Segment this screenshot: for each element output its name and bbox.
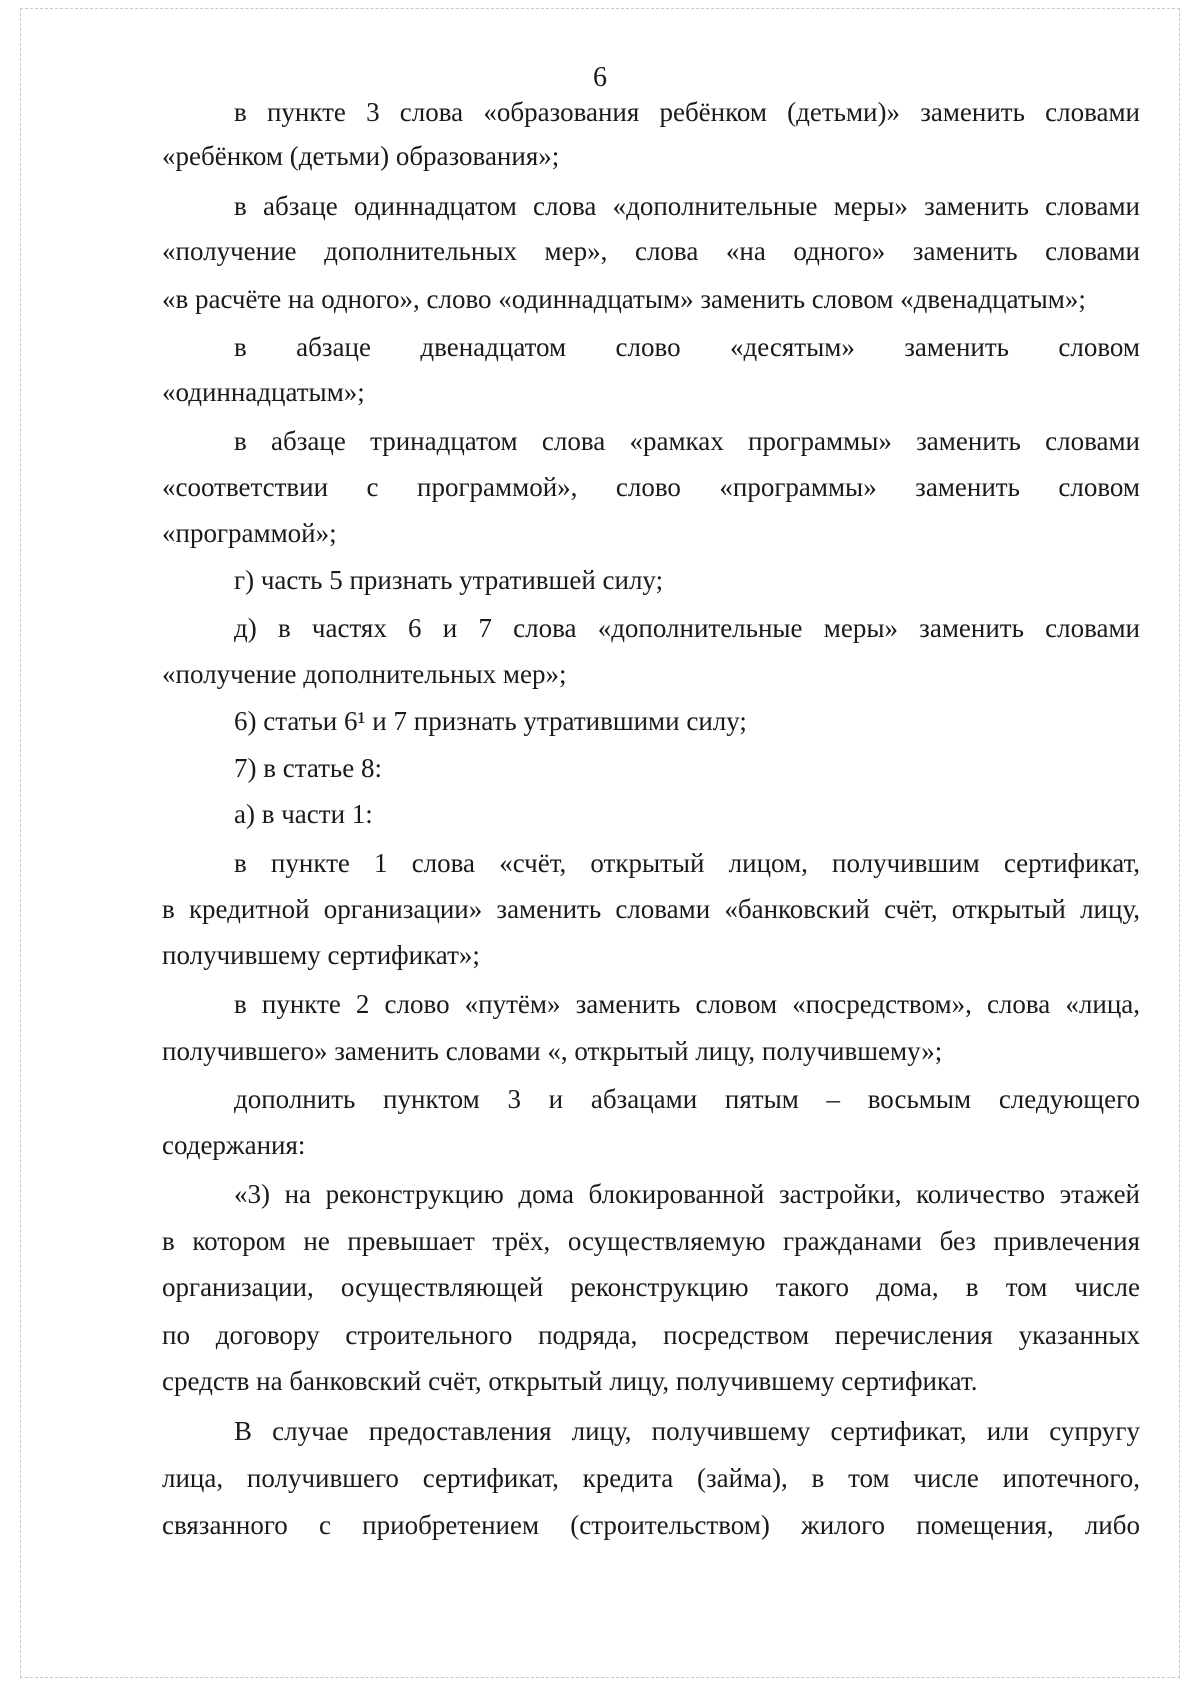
paragraph-13-line: организации, осуществляющей реконструкцию такого дома, в том числе (162, 1272, 1140, 1302)
paragraph-2-line: «в расчёте на одного», слово «одиннадцатым» заменить словом «двенадцатым»; (162, 284, 1086, 314)
paragraph-10-line: получившему сертификат»; (162, 940, 480, 970)
paragraph-9-line: а) в части 1: (234, 799, 373, 829)
paragraph-14-line: В случае предоставления лицу, получившему сертификат, или супругу (234, 1416, 1140, 1446)
paragraph-13-line: по договору строительного подряда, посредством перечисления указанных (162, 1320, 1140, 1350)
paragraph-1-line: в пункте 3 слова «образования ребёнком (детьми)» заменить словами (234, 97, 1140, 127)
paragraph-4-line: «соответствии с программой», слово «программы» заменить словом (162, 472, 1140, 502)
paragraph-11-line: в пункте 2 слово «путём» заменить словом «посредством», слова «лица, (234, 989, 1140, 1019)
paragraph-6-line: д) в частях 6 и 7 слова «дополнительные меры» заменить словами (234, 613, 1140, 643)
paragraph-13-line: в котором не превышает трёх, осуществляемую гражданами без привлечения (162, 1226, 1140, 1256)
paragraph-2-line: «получение дополнительных мер», слова «на одного» заменить словами (162, 236, 1140, 266)
paragraph-12-line: дополнить пунктом 3 и абзацами пятым – восьмым следующего (234, 1084, 1140, 1114)
paragraph-10-line: в кредитной организации» заменить словами «банковский счёт, открытый лицу, (162, 894, 1140, 924)
paragraph-14-line: лица, получившего сертификат, кредита (займа), в том числе ипотечного, (162, 1463, 1140, 1493)
paragraph-1-line: «ребёнком (детьми) образования»; (162, 141, 560, 171)
paragraph-2-line: в абзаце одиннадцатом слова «дополнительные меры» заменить словами (234, 191, 1140, 221)
paragraph-4-line: в абзаце тринадцатом слова «рамках программы» заменить словами (234, 426, 1140, 456)
paragraph-10-line: в пункте 1 слова «счёт, открытый лицом, получившим сертификат, (234, 848, 1140, 878)
paragraph-14-line: связанного с приобретением (строительством) жилого помещения, либо (162, 1510, 1140, 1540)
paragraph-8-line: 7) в статье 8: (234, 753, 382, 783)
paragraph-13-line: средств на банковский счёт, открытый лицу, получившему сертификат. (162, 1366, 978, 1396)
paragraph-12-line: содержания: (162, 1130, 306, 1160)
paragraph-13-line: «3) на реконструкцию дома блокированной застройки, количество этажей (234, 1179, 1140, 1209)
paragraph-7-line: 6) статьи 6¹ и 7 признать утратившими силу; (234, 706, 747, 736)
paragraph-6-line: «получение дополнительных мер»; (162, 659, 567, 689)
page-number: 6 (593, 62, 607, 93)
paragraph-11-line: получившего» заменить словами «, открытый лицу, получившему»; (162, 1036, 943, 1066)
paragraph-5-line: г) часть 5 признать утратившей силу; (234, 565, 664, 595)
paragraph-4-line: «программой»; (162, 518, 337, 548)
paragraph-3-line: «одиннадцатым»; (162, 377, 365, 407)
paragraph-3-line: в абзаце двенадцатом слово «десятым» заменить словом (234, 332, 1140, 362)
